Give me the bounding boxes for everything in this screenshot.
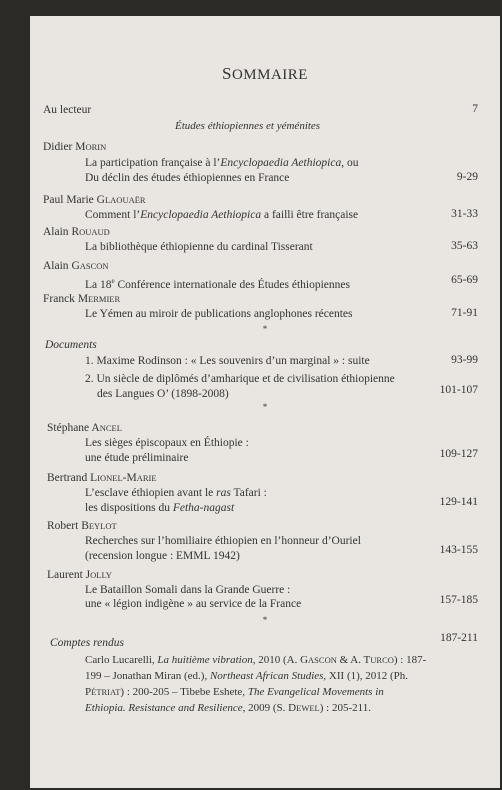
- entry-pages: 157-185: [439, 594, 478, 606]
- intro-label: Au lecteur: [43, 104, 92, 116]
- entry-pages: 71-91: [451, 307, 478, 319]
- author-name: Stéphane ANCEL: [47, 422, 122, 434]
- author-name: Franck MERMIER: [43, 293, 121, 305]
- entry-title-line2: une étude préliminaire: [85, 452, 189, 464]
- entry-title: L’esclave éthiopien avant le ras Tafari :: [85, 487, 267, 499]
- author-name: Alain ROUAUD: [43, 226, 110, 238]
- document-pages: 93-99: [451, 354, 478, 366]
- document-item-line2: des Langues O’ (1898-2008): [97, 388, 229, 400]
- document-pages: 101-107: [439, 384, 478, 396]
- entry-title: Le Yémen au miroir de publications anglophones récentes: [85, 308, 353, 320]
- page: [30, 16, 500, 788]
- author-name: Paul Marie GLAOUAËR: [43, 194, 146, 206]
- entry-title: Les sièges épiscopaux en Éthiopie :: [85, 437, 249, 449]
- entry-title: La participation française à l’Encyclopaedia Aethiopica, ou: [85, 157, 359, 169]
- entry-pages: 31-33: [451, 208, 478, 220]
- author-name: Alain GASCON: [43, 260, 109, 272]
- reviews-pages: 187-211: [440, 632, 478, 644]
- separator-star: *: [262, 402, 268, 412]
- intro-pages: 7: [472, 103, 478, 115]
- entry-title-line2: les dispositions du Fetha-nagast: [85, 502, 235, 514]
- entry-pages: 109-127: [439, 448, 478, 460]
- separator-star: *: [262, 324, 268, 334]
- entry-pages: 9-29: [456, 171, 478, 183]
- page-title: SOMMAIRE: [222, 64, 308, 83]
- entry-title-line2: (recension longue : EMML 1942): [85, 550, 240, 562]
- entry-title-line2: Du déclin des études éthiopiennes en France: [85, 172, 290, 184]
- author-name: Laurent JOLLY: [47, 569, 112, 581]
- entry-pages: 35-63: [451, 240, 478, 252]
- documents-label: Documents: [45, 339, 97, 351]
- reviews-label: Comptes rendus: [50, 637, 125, 649]
- author-name: Robert BEYLOT: [47, 520, 117, 532]
- entry-title: Recherches sur l’homiliaire éthiopien en l’honneur d’Ouriel: [85, 535, 361, 547]
- entry-title: Comment l’Encyclopaedia Aethiopica a failli être française: [85, 209, 359, 221]
- entry-title: La 18e Conférence internationale des Études éthiopiennes: [85, 277, 350, 291]
- section-heading: Études éthiopiennes et yéménites: [175, 120, 321, 132]
- separator-star: *: [262, 615, 268, 625]
- document-item: 2. Un siècle de diplômés d’amharique et de civilisation éthiopienne: [85, 373, 395, 385]
- entry-pages: 65-69: [451, 274, 478, 286]
- author-name: Bertrand LIONEL-MARIE: [47, 472, 157, 484]
- entry-title-line2: une « légion indigène » au service de la France: [85, 598, 302, 610]
- reviews-text: Carlo Lucarelli, La huitième vibration, 2010 (A. GASCON & A. TURCO) : 187- 199 – Jonathan Miran (ed.), Northeast African Studies, XII (1), 2012 (Ph. PÉTRIAT) : 200-205 – Tibebe Eshete, The Evangelical Movements in Ethiopia. Resistance and Resilience, 2009 (S. DEWEL) : 205-211.: [85, 654, 427, 714]
- entry-pages: 129-141: [439, 496, 478, 508]
- document-item: 1. Maxime Rodinson : « Les souvenirs d’un marginal » : suite: [85, 355, 370, 367]
- entry-pages: 143-155: [439, 544, 478, 556]
- entry-title: La bibliothèque éthiopienne du cardinal Tisserant: [85, 241, 313, 253]
- entry-title: Le Bataillon Somali dans la Grande Guerre :: [85, 584, 291, 596]
- author-name: Didier MORIN: [43, 141, 107, 153]
